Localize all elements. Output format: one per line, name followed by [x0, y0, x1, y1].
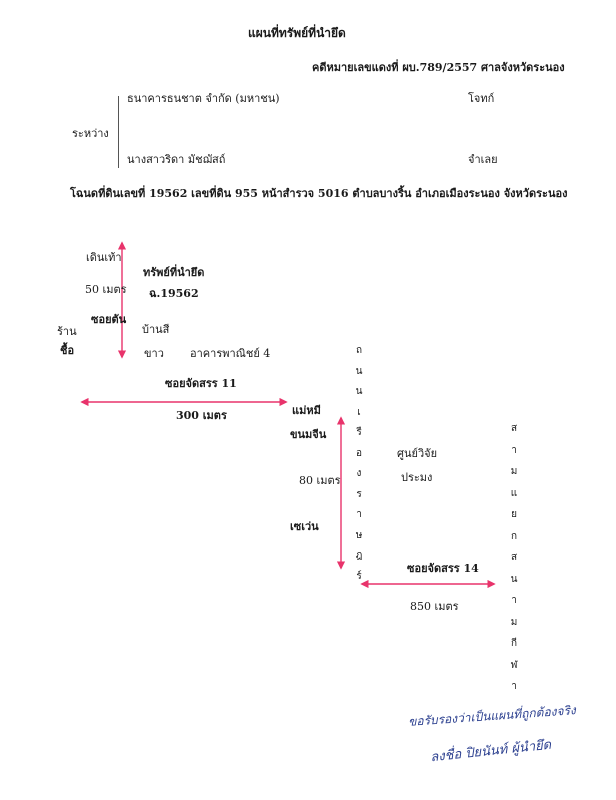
- walk-label: เดินเท้า: [86, 251, 122, 264]
- dead-end-alley: ซอยตัน: [91, 313, 127, 326]
- defendant-name: นางสาวริดา มัชฌัสถ์: [127, 153, 226, 166]
- soi-11: ซอยจัดสรร 11: [165, 377, 237, 390]
- khanom-line2: ขนมจีน: [290, 428, 327, 441]
- shop-line2: ชื้อ: [60, 344, 75, 357]
- between-label: ระหว่าง: [72, 127, 109, 140]
- property-label: ทรัพย์ที่นำยึด: [143, 266, 205, 279]
- distance-80: 80 เมตร: [299, 474, 341, 487]
- stadium-name-vertical: ส า ม แ ย ก ส น า ม กี ฬ า: [510, 423, 518, 692]
- signature-line2: ลงชื่อ ปิยนันท์ ผู้นำยึด: [429, 737, 552, 766]
- case-reference: คดีหมายเลขแดงที่ ผบ.789/2557 ศาลจังหวัดระนอง: [312, 61, 565, 74]
- seven-eleven: เซเว่น: [290, 520, 319, 533]
- shop-line1: ร้าน: [57, 325, 77, 338]
- defendant-role: จำเลย: [468, 153, 498, 166]
- khanom-line1: แม่หมี: [292, 404, 321, 417]
- distance-850: 850 เมตร: [410, 600, 459, 613]
- plaintiff-role: โจทก์: [468, 92, 495, 105]
- page-title: แผนที่ทรัพย์ที่นำยึด: [248, 26, 346, 40]
- plaintiff-name: ธนาคารธนชาต จำกัด (มหาชน): [127, 92, 280, 105]
- deed-description: โฉนดที่ดินเลขที่ 19562 เลขที่ดิน 955 หน้าสำรวจ 5016 ตำบลบางริ้น อำเภอเมืองระนอง จังหวัดระนอง: [70, 187, 568, 200]
- house-line2: ขาว: [144, 347, 164, 360]
- research-line2: ประมง: [401, 471, 433, 484]
- deed-number: ฉ.19562: [149, 287, 199, 300]
- research-line1: ศูนย์วิจัย: [397, 447, 438, 460]
- walk-distance: 50 เมตร: [85, 283, 127, 296]
- soi-14: ซอยจัดสรร 14: [407, 562, 479, 575]
- distance-300: 300 เมตร: [176, 409, 227, 422]
- signature-line1: ขอรับรองว่าเป็นแผนที่ถูกต้องจริง: [407, 703, 577, 729]
- house-line1: บ้านสี: [142, 323, 170, 336]
- road-name-vertical: ถ น น เ รื อ ง ร า ษ ฎ ร์: [355, 345, 363, 582]
- commercial-building: อาคารพาณิชย์ 4: [190, 347, 271, 360]
